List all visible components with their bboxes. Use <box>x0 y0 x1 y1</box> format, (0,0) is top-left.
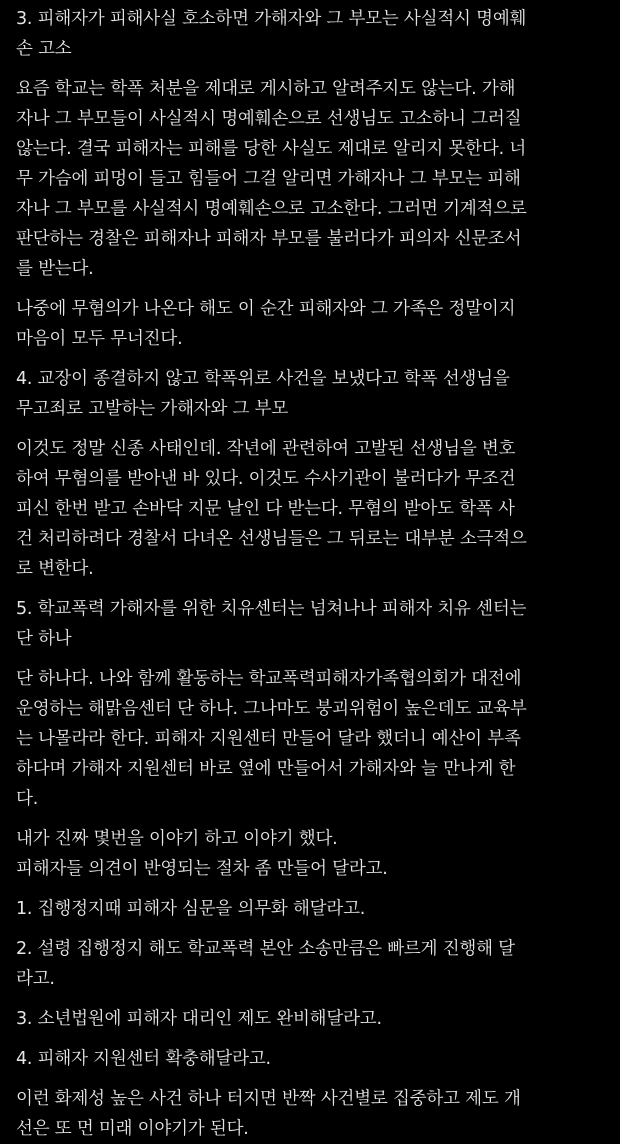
text-line: 는 나몰라라 한다. 피해자 지원센터 만들어 달라 했더니 예산이 부족 <box>16 729 521 749</box>
text-line: 손 고소 <box>16 39 72 59</box>
paragraph <box>16 664 604 814</box>
list-item <box>16 934 604 994</box>
text-line: 이런 화제성 높은 사건 하나 터지면 반짝 사건별로 집중하고 제도 개 <box>16 1089 521 1109</box>
list-item <box>16 894 604 924</box>
section-heading <box>16 594 604 654</box>
text-line: 무 가슴에 피멍이 들고 힘들어 그걸 알리면 가해자나 그 부모는 피해 <box>16 169 521 189</box>
text-line: 2. 설령 집행정지 해도 학교폭력 본안 소송만큼은 빠르게 진행해 달 <box>16 939 515 959</box>
paragraph <box>16 1084 604 1144</box>
text-line: 피해자들 의견이 반영되는 절차 좀 만들어 달라고. <box>16 859 388 879</box>
text-line: 마음이 모두 무너진다. <box>16 329 183 349</box>
text-line: 3. 소년법원에 피해자 대리인 제도 완비해달라고. <box>16 1009 382 1029</box>
section-heading <box>16 364 604 424</box>
text-line: 4. 피해자 지원센터 확충해달라고. <box>16 1049 271 1069</box>
text-line: 요즘 학교는 학폭 처분을 제대로 게시하고 알려주지도 않는다. 가해 <box>16 79 516 99</box>
list-item <box>16 1004 604 1034</box>
text-line: 이것도 정말 신종 사태인데. 작년에 관련하여 고발된 선생님을 변호 <box>16 439 516 459</box>
text-line: 하다며 가해자 지원센터 바로 옆에 만들어서 가해자와 늘 만나게 한 <box>16 759 516 779</box>
text-line: 않는다. 결국 피해자는 피해를 당한 사실도 제대로 알리지 못한다. 너 <box>16 139 527 159</box>
list-item <box>16 1044 604 1074</box>
text-line: 운영하는 해맑음센터 단 하나. 그나마도 붕괴위험이 높은데도 교육부 <box>16 699 527 719</box>
text-line: 라고. <box>16 969 55 989</box>
paragraph <box>16 74 604 284</box>
text-line: 피신 한번 받고 손바닥 지문 날인 다 받는다. 무혐의 받아도 학폭 사 <box>16 499 515 519</box>
text-line: 내가 진짜 몇번을 이야기 하고 이야기 했다. <box>16 829 338 849</box>
text-line: 무고죄로 고발하는 가해자와 그 부모 <box>16 399 289 419</box>
text-line: 나중에 무혐의가 나온다 해도 이 순간 피해자와 그 가족은 정말이지 <box>16 299 516 319</box>
text-line: 선은 또 먼 미래 이야기가 된다. <box>16 1119 249 1139</box>
text-line: 단 하나다. 나와 함께 활동하는 학교폭력피해자가족협의회가 대전에 <box>16 669 522 689</box>
text-line: 5. 학교폭력 가해자를 위한 치유센터는 넘쳐나나 피해자 치유 센터는 <box>16 599 527 619</box>
text-line: 1. 집행정지때 피해자 심문을 의무화 해달라고. <box>16 899 366 919</box>
text-line: 4. 교장이 종결하지 않고 학폭위로 사건을 보냈다고 학폭 선생님을 <box>16 369 510 389</box>
text-line: 하여 무혐의를 받아낸 바 있다. 이것도 수사기관이 불러다가 무조건 <box>16 469 516 489</box>
text-line: 단 하나 <box>16 629 72 649</box>
text-line: 3. 피해자가 피해사실 호소하면 가해자와 그 부모는 사실적시 명예훼 <box>16 9 527 29</box>
paragraph <box>16 294 604 354</box>
text-line: 를 받는다. <box>16 259 94 279</box>
text-line: 건 처리하려다 경찰서 다녀온 선생님들은 그 뒤로는 대부분 소극적으 <box>16 529 527 549</box>
text-line: 판단하는 경찰은 피해자나 피해자 부모를 불러다가 피의자 신문조서 <box>16 229 522 249</box>
section-heading <box>16 4 604 64</box>
text-line: 자나 그 부모들이 사실적시 명예훼손으로 선생님도 고소하니 그러질 <box>16 109 522 129</box>
paragraph <box>16 434 604 584</box>
text-line: 다. <box>16 789 39 809</box>
text-line: 로 변한다. <box>16 559 94 579</box>
text-line: 자나 그 부모를 사실적시 명예훼손으로 고소한다. 그러면 기계적으로 <box>16 199 527 219</box>
paragraph <box>16 824 604 884</box>
